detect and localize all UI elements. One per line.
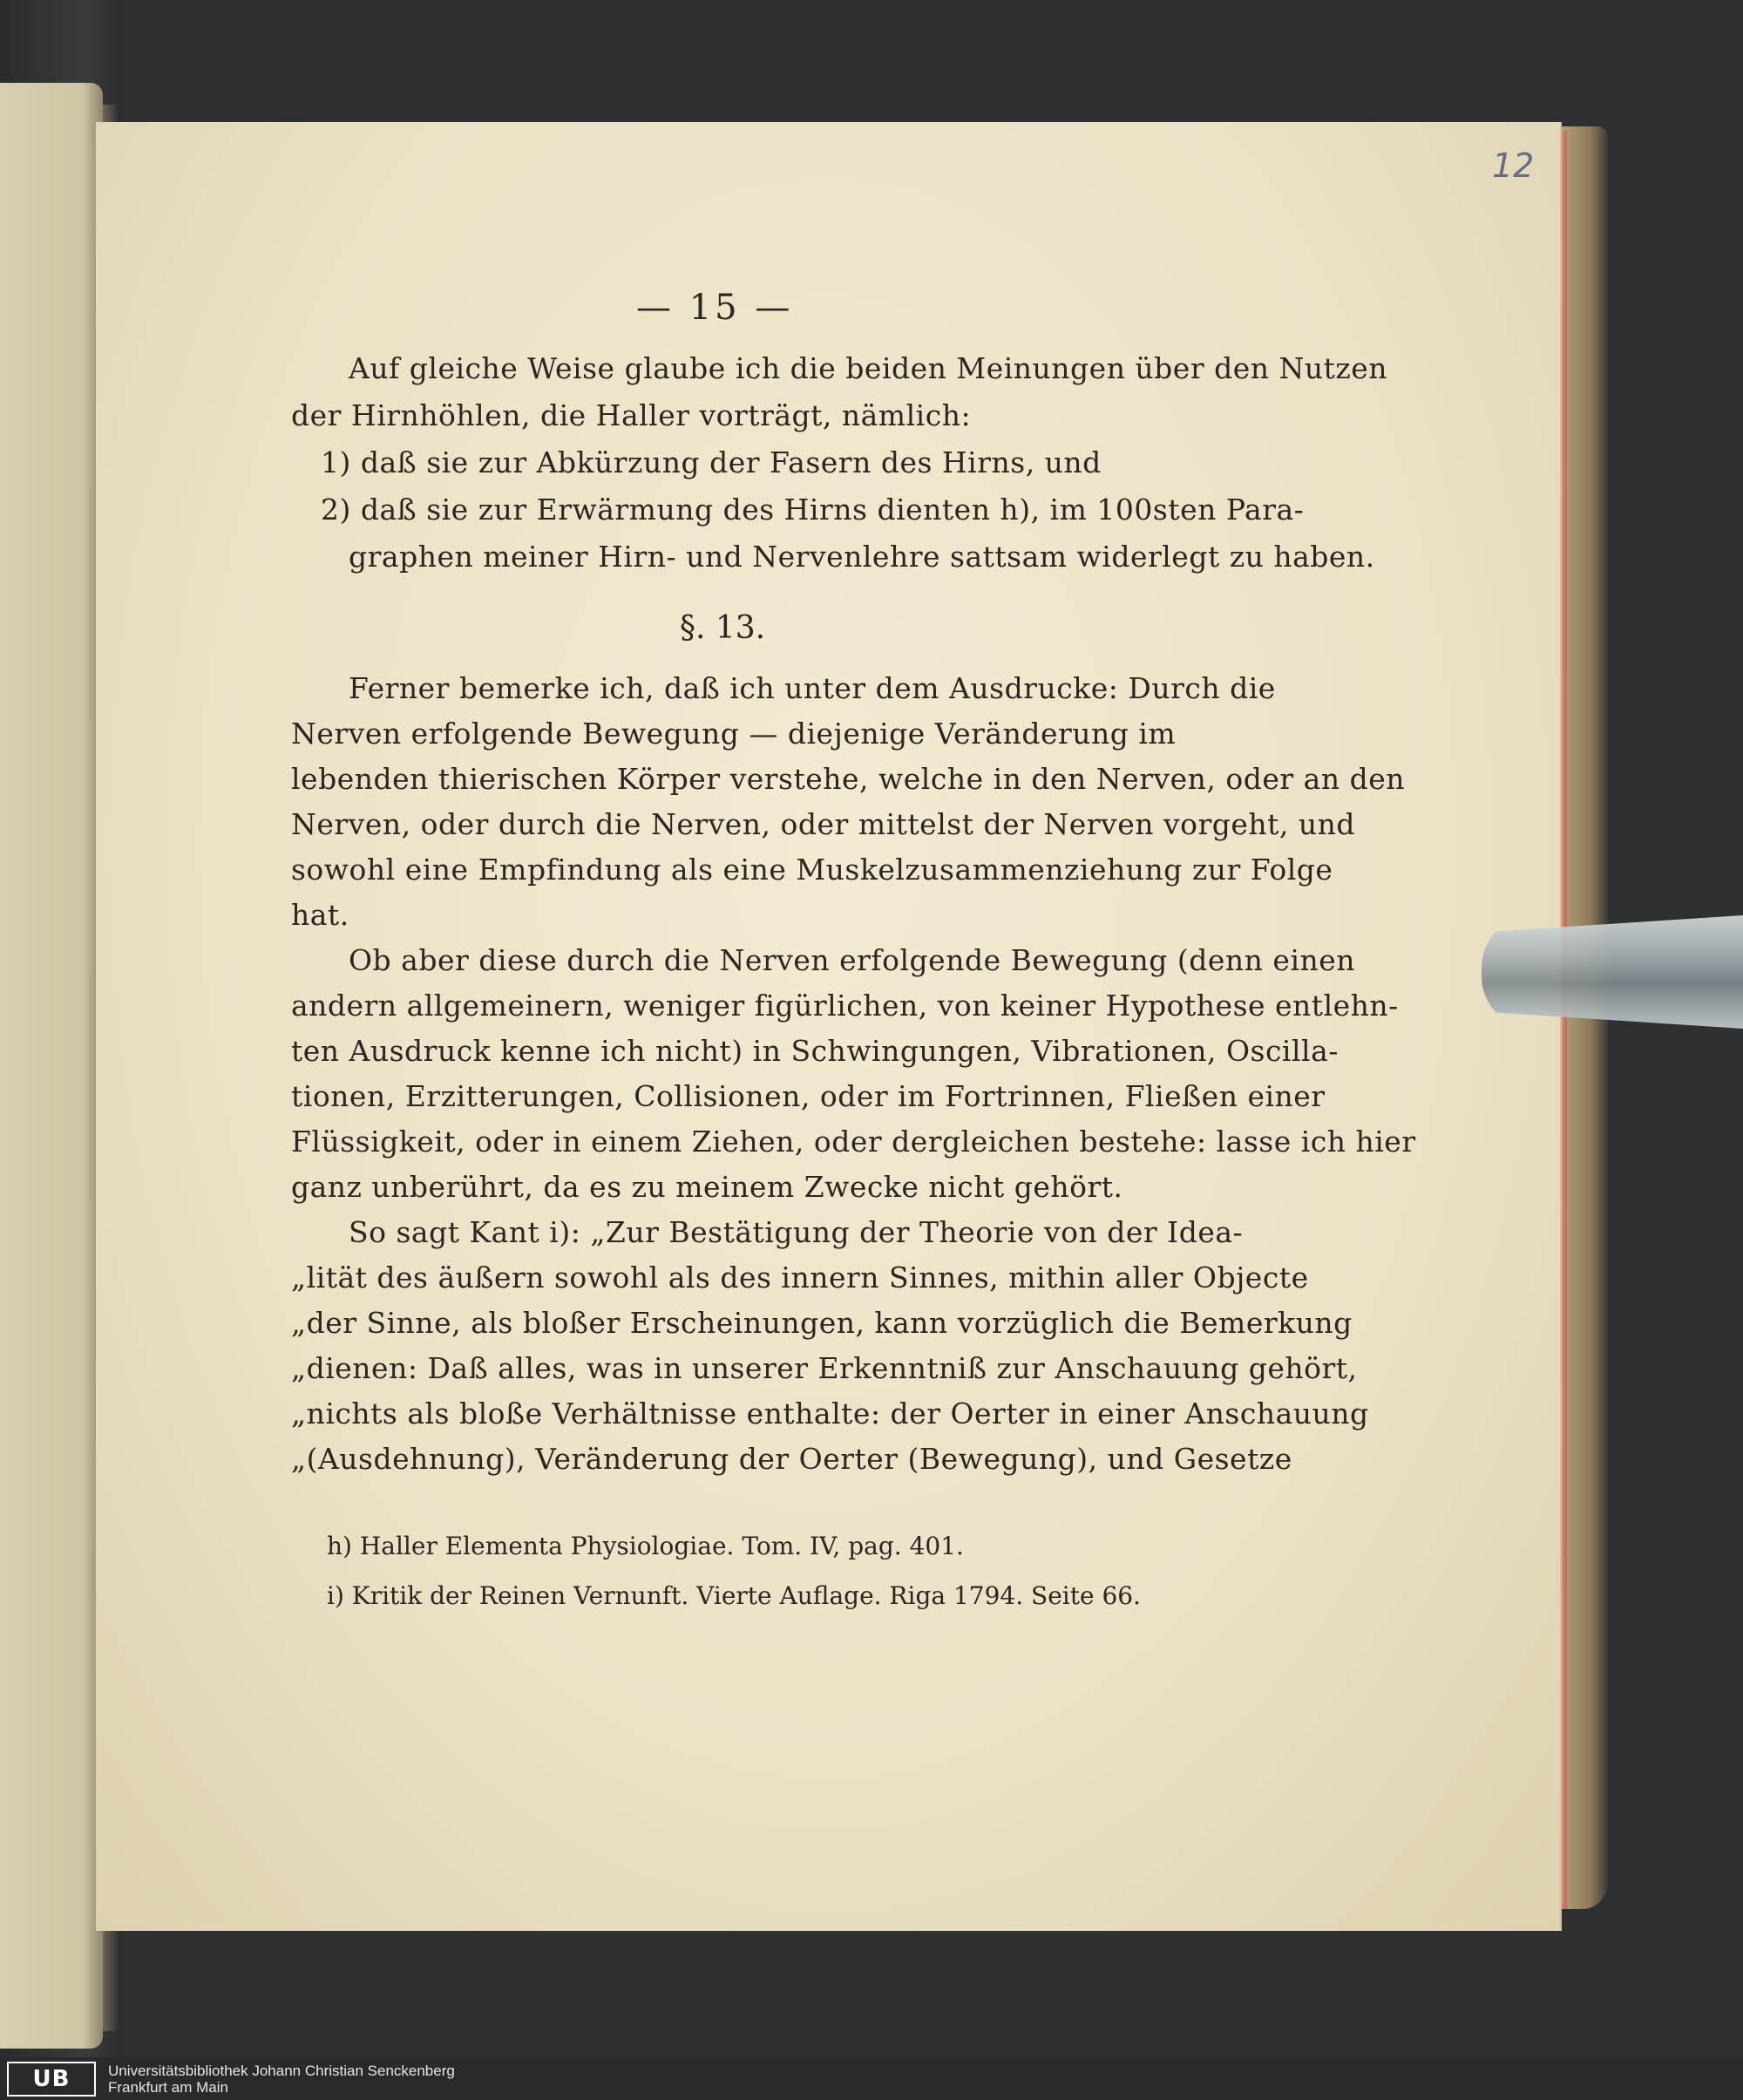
text-line: 2) daß sie zur Erwärmung des Hirns dienten h), im 100sten Para- xyxy=(321,493,1305,527)
text-line: Ob aber diese durch die Nerven erfolgende Bewegung (denn einen xyxy=(349,943,1356,977)
book-page xyxy=(96,122,1560,1931)
text-line: Ferner bemerke ich, daß ich unter dem Ausdrucke: Durch die xyxy=(349,671,1276,705)
library-logo: UB xyxy=(7,2062,96,2097)
text-line: Nerven, oder durch die Nerven, oder mittelst der Nerven vorgeht, und xyxy=(291,807,1356,841)
text-line: Nerven erfolgende Bewegung — diejenige Veränderung im xyxy=(291,717,1177,751)
text-line: „dienen: Daß alles, was in unserer Erkenntniß zur Anschauung gehört, xyxy=(291,1351,1358,1385)
text-line: graphen meiner Hirn- und Nervenlehre sattsam widerlegt zu haben. xyxy=(349,540,1375,574)
text-line: So sagt Kant i): „Zur Bestätigung der Theorie von der Idea- xyxy=(349,1215,1244,1249)
library-name-line2: Frankfurt am Main xyxy=(108,2078,228,2096)
text-line: Flüssigkeit, oder in einem Ziehen, oder dergleichen bestehe: lasse ich hier xyxy=(291,1125,1416,1159)
text-line: ganz unberührt, da es zu meinem Zwecke nicht gehört. xyxy=(291,1170,1123,1204)
library-footer xyxy=(0,2057,1743,2100)
text-line: 1) daß sie zur Abkürzung der Fasern des Hirns, und xyxy=(321,445,1102,479)
footnote-h: h) Haller Elementa Physiologiae. Tom. IV, pag. 401. xyxy=(327,1532,964,1560)
text-line: hat. xyxy=(291,898,349,932)
text-line: Auf gleiche Weise glaube ich die beiden Meinungen über den Nutzen xyxy=(349,351,1388,385)
text-line: ten Ausdruck kenne ich nicht) in Schwingungen, Vibrationen, Oscilla- xyxy=(291,1034,1339,1068)
text-line: „nichts als bloße Verhältnisse enthalte: der Oerter in einer Anschauung xyxy=(291,1397,1369,1431)
facing-page-edge xyxy=(0,83,103,2049)
library-name-line1: Universitätsbibliothek Johann Christian Senckenberg xyxy=(108,2062,455,2079)
text-line: „lität des äußern sowohl als des innern Sinnes, mithin aller Objecte xyxy=(291,1261,1309,1295)
footnote-i: i) Kritik der Reinen Vernunft. Vierte Auflage. Riga 1794. Seite 66. xyxy=(327,1581,1142,1610)
pencil-folio: 12 xyxy=(1492,146,1535,185)
page-number: — 15 — xyxy=(636,288,794,328)
library-name xyxy=(108,2063,455,2096)
page-clip xyxy=(1482,915,1743,1029)
section-heading: §. 13. xyxy=(680,610,766,646)
text-line: „der Sinne, als bloßer Erscheinungen, kann vorzüglich die Bemerkung xyxy=(291,1306,1353,1340)
text-line: lebenden thierischen Körper verstehe, welche in den Nerven, oder an den xyxy=(291,762,1405,796)
text-line: „(Ausdehnung), Veränderung der Oerter (Bewegung), und Gesetze xyxy=(291,1442,1292,1476)
text-line: sowohl eine Empfindung als eine Muskelzusammenziehung zur Folge xyxy=(291,853,1333,887)
text-line: der Hirnhöhlen, die Haller vorträgt, nämlich: xyxy=(291,398,972,432)
text-line: andern allgemeinern, weniger figürlichen, von keiner Hypothese entlehn- xyxy=(291,989,1399,1023)
text-line: tionen, Erzitterungen, Collisionen, oder im Fortrinnen, Fließen einer xyxy=(291,1079,1326,1113)
